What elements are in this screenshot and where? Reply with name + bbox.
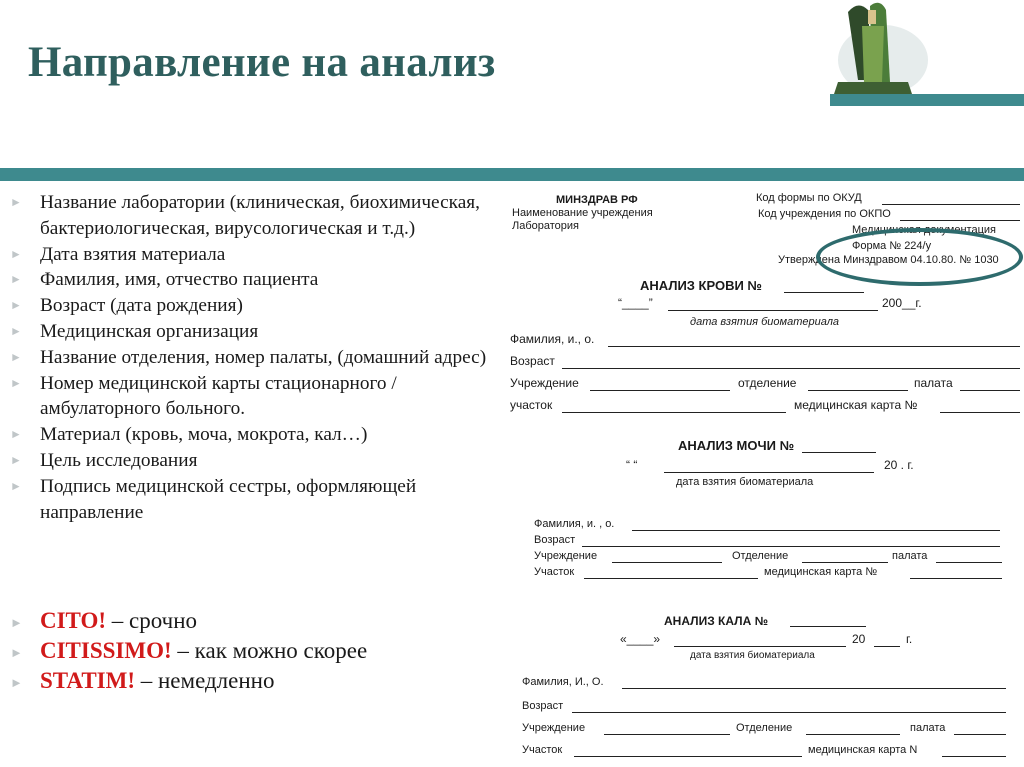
blood-institution-label: Учреждение <box>510 376 579 390</box>
bullet-arrow-icon: ► <box>10 195 22 209</box>
list-item: ► Медицинская организация <box>10 319 490 345</box>
highlight-oval <box>816 228 1023 286</box>
bullet-arrow-icon: ► <box>10 323 22 338</box>
blood-card-label: медицинская карта № <box>794 398 918 412</box>
bullet-arrow-icon: ► <box>10 298 22 313</box>
blood-date-line <box>668 310 878 311</box>
stool-surname-line <box>622 688 1006 689</box>
blood-ward-line <box>960 390 1020 391</box>
stool-age-line <box>572 712 1006 713</box>
urgency-term: CITISSIMO! <box>40 638 172 663</box>
stool-department-label: Отделение <box>736 722 793 734</box>
page-title: Направление на анализ <box>28 39 496 86</box>
urine-ward-line <box>936 562 1002 563</box>
bullet-arrow-icon: ► <box>10 349 22 364</box>
list-item: ► Номер медицинской карты стационарного / амбулаторного больного. <box>10 372 397 420</box>
urgency-item <box>10 606 490 636</box>
form-approved-label: Утверждена Минздравом 04.10.80. № 1030 <box>778 254 999 266</box>
urine-date-caption: дата взятия биоматериала <box>676 476 814 488</box>
list-item: ► Фамилия, имя, отчество пациента <box>10 267 490 293</box>
form-laboratory-label: Лаборатория <box>512 220 579 232</box>
blood-institution-line <box>590 390 730 391</box>
urgency-meaning: – как можно скорее <box>171 638 368 663</box>
stool-date-year: 20 <box>852 632 866 646</box>
urgency-item <box>10 636 490 666</box>
urine-age-line <box>582 546 1000 547</box>
stool-ward-label: палата <box>910 722 946 734</box>
urine-date-line <box>664 472 874 473</box>
blood-department-line <box>808 390 908 391</box>
blood-date-year: 200__г. <box>882 296 922 310</box>
blood-date-caption: дата взятия биоматериала <box>690 316 840 328</box>
urine-section-label: Участок <box>534 566 575 578</box>
header-accent-bar <box>830 94 1024 106</box>
okpo-line <box>900 220 1020 221</box>
blood-title: АНАЛИЗ КРОВИ № <box>640 278 762 293</box>
urgency-item <box>10 666 490 696</box>
form-ministry: МИНЗДРАВ РФ <box>556 194 638 206</box>
blood-number-line <box>784 292 864 293</box>
bullet-arrow-icon: ► <box>10 375 22 390</box>
urine-date-year: 20 . г. <box>884 458 914 472</box>
blood-ward-label: палата <box>914 376 953 390</box>
stool-institution-label: Учреждение <box>522 722 586 734</box>
list-item: ► Название лаборатории (клиническая, биохимическая, бактериологическая, вирусологическая и т.д.) <box>10 192 480 239</box>
urgency-term: STATIM! <box>40 668 135 693</box>
stool-title: АНАЛИЗ КАЛА № <box>664 614 768 628</box>
urine-card-line <box>910 578 1002 579</box>
bullet-arrow-icon: ► <box>10 675 23 690</box>
blood-department-label: отделение <box>738 376 797 390</box>
list-item: ► Материал (кровь, моча, мокрота, кал…) <box>10 422 490 448</box>
stool-date-quote: «____» <box>620 632 661 646</box>
urine-section-line <box>584 578 758 579</box>
bullet-arrow-icon: ► <box>10 615 23 630</box>
list-item: ► Название отделения, номер палаты, (домашний адрес) <box>10 345 490 371</box>
urine-age-label: Возраст <box>534 534 576 546</box>
urgency-list <box>10 606 490 696</box>
blood-surname-label: Фамилия, и., о. <box>510 332 595 346</box>
list-item: ► Возраст (дата рождения) <box>10 293 490 319</box>
stool-date-caption: дата взятия биоматериала <box>690 650 815 661</box>
form-number-label: Форма № 224/у <box>852 240 932 252</box>
list-item: ► Дата взятия материала <box>10 242 490 268</box>
form-meddoc-label: Медицинская документация <box>852 224 996 236</box>
bullet-arrow-icon: ► <box>10 452 22 467</box>
blood-age-line <box>562 368 1020 369</box>
list-item: ► Подпись медицинской сестры, оформляющей направление <box>10 475 417 523</box>
urine-institution-line <box>612 562 722 563</box>
form-okpo-label: Код учреждения по ОКПО <box>758 208 891 220</box>
stool-card-label: медицинская карта N <box>808 744 918 756</box>
stool-section-label: Участок <box>522 744 563 756</box>
stool-date-line <box>674 646 846 647</box>
urine-institution-label: Учреждение <box>534 550 598 562</box>
bullet-arrow-icon: ► <box>10 427 22 442</box>
urine-ward-label: палата <box>892 550 928 562</box>
bullet-arrow-icon: ► <box>10 272 22 287</box>
stool-ward-line <box>954 734 1006 735</box>
urine-card-label: медицинская карта № <box>764 566 878 578</box>
list-item: ► Цель исследования <box>10 448 490 474</box>
urine-surname-line <box>632 530 1000 531</box>
stool-year-line <box>874 646 900 647</box>
form-okud-label: Код формы по ОКУД <box>756 192 862 204</box>
requirements-list <box>10 190 490 525</box>
stool-date-suffix: г. <box>906 632 913 646</box>
bullet-arrow-icon: ► <box>10 645 23 660</box>
stool-department-line <box>806 734 900 735</box>
stool-section-line <box>574 756 802 757</box>
urine-department-line <box>802 562 888 563</box>
blood-card-line <box>940 412 1020 413</box>
urine-title: АНАЛИЗ МОЧИ № <box>678 438 795 453</box>
urgency-meaning: – срочно <box>106 608 198 633</box>
blood-age-label: Возраст <box>510 354 555 368</box>
urgency-meaning: – немедленно <box>135 668 275 693</box>
blood-section-line <box>562 412 786 413</box>
urine-department-label: Отделение <box>732 550 789 562</box>
urine-number-line <box>802 452 876 453</box>
bullet-arrow-icon: ► <box>10 246 22 261</box>
stool-age-label: Возраст <box>522 700 564 712</box>
urine-date-quote: “ “ <box>626 458 638 472</box>
bullet-arrow-icon: ► <box>10 478 22 493</box>
form-institution-label: Наименование учреждения <box>512 207 653 219</box>
blood-surname-line <box>608 346 1020 347</box>
stool-surname-label: Фамилия, И., О. <box>522 676 604 688</box>
urine-surname-label: Фамилия, и. , о. <box>534 518 615 530</box>
okud-line <box>882 204 1020 205</box>
blood-date-quote: “____” <box>618 296 653 310</box>
referral-form-image <box>500 180 1024 767</box>
blood-section-label: участок <box>510 398 553 412</box>
stool-number-line <box>790 626 866 627</box>
stool-institution-line <box>604 734 730 735</box>
stool-card-line <box>942 756 1006 757</box>
urgency-term: CITO! <box>40 608 107 633</box>
